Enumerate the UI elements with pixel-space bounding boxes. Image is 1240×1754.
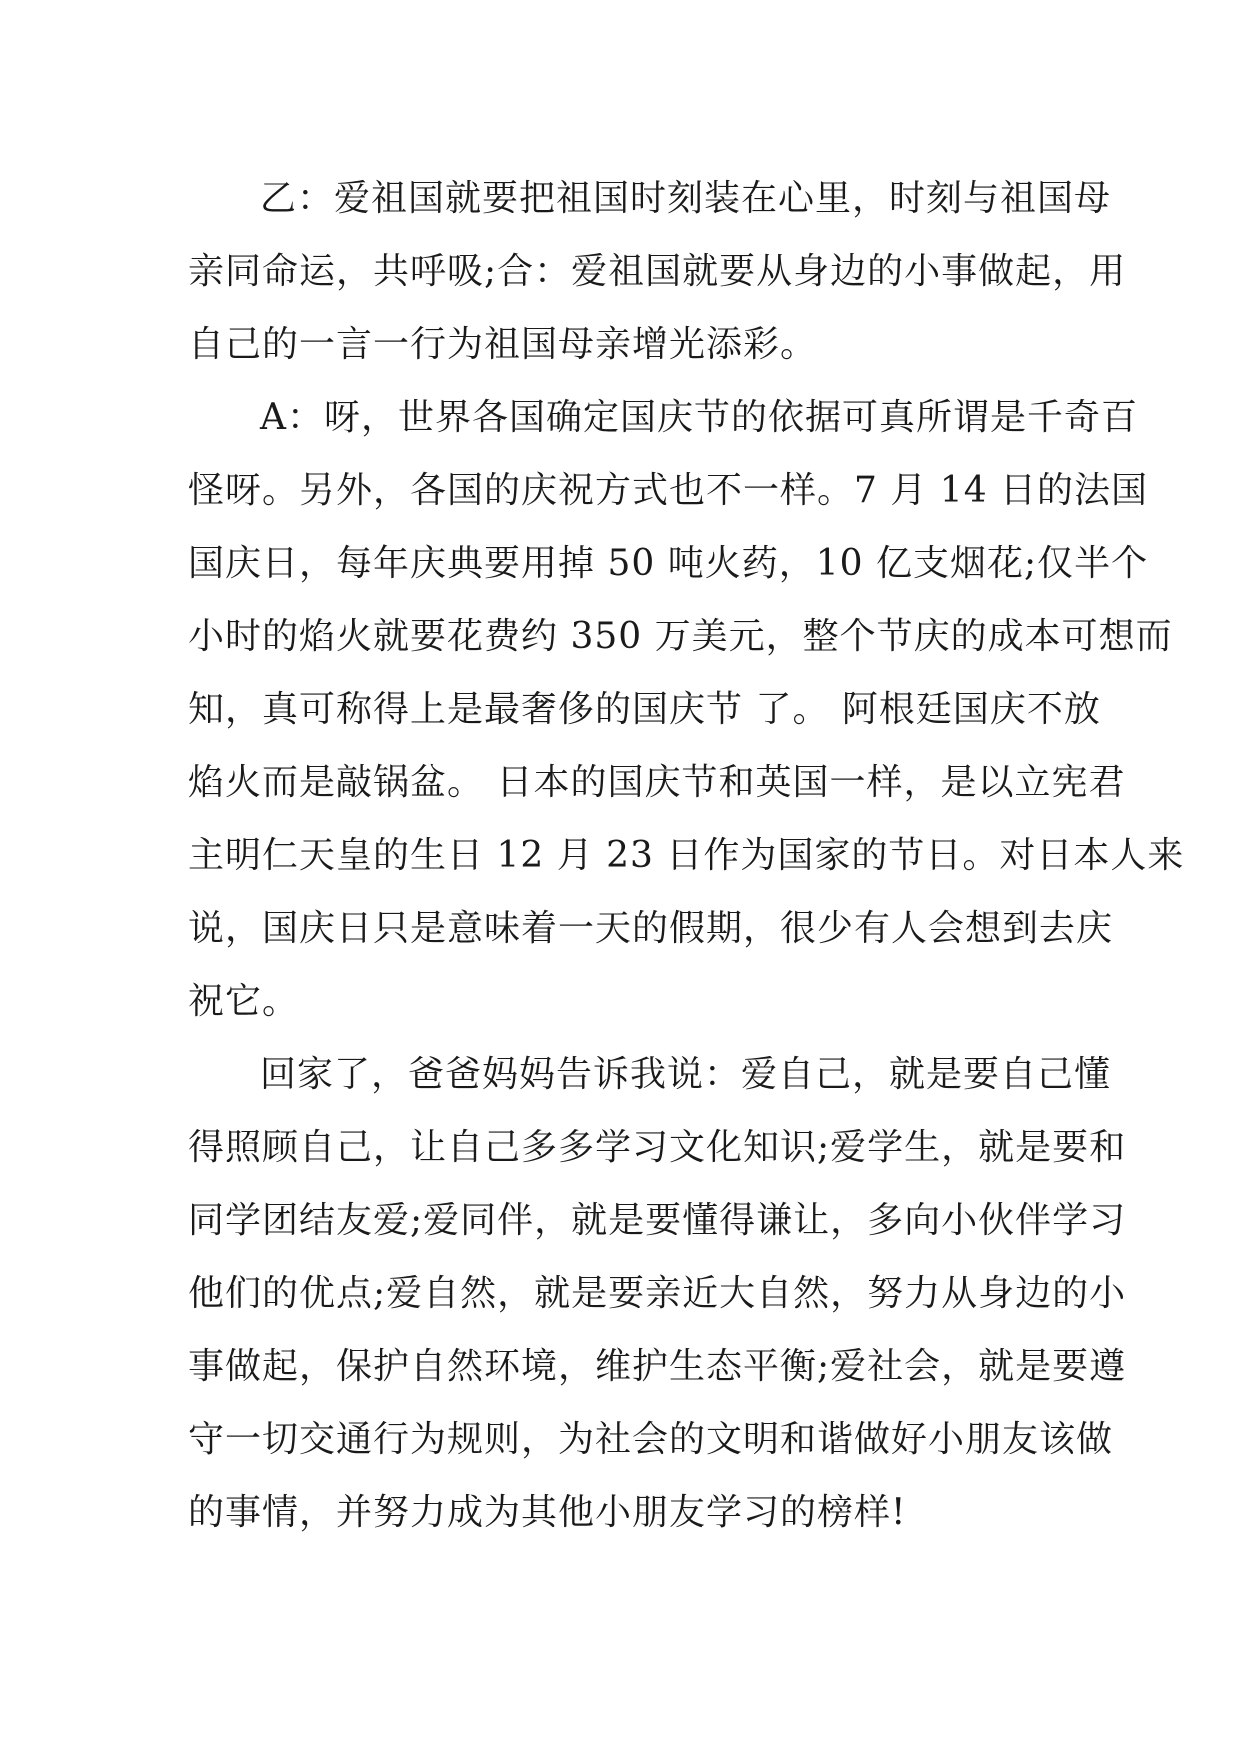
paragraph-2 xyxy=(188,381,1185,1038)
text-line: 主明仁天皇的生日 12 月 23 日作为国家的节日。对日本人来 xyxy=(188,835,1185,876)
text-line: 说，国庆日只是意味着一天的假期，很少有人会想到去庆 xyxy=(188,908,1114,949)
text-line: 祝它。 xyxy=(188,981,300,1022)
text-line: 的事情，并努力成为其他小朋友学习的榜样! xyxy=(188,1492,907,1533)
text-line: 同学团结友爱;爱同伴，就是要懂得谦让，多向小伙伴学习 xyxy=(188,1200,1127,1241)
text-line: A：呀，世界各国确定国庆节的依据可真所谓是千奇百 xyxy=(260,397,1138,438)
paragraph-1 xyxy=(188,162,1127,381)
text-line: 国庆日，每年庆典要用掉 50 吨火药，10 亿支烟花;仅半个 xyxy=(188,543,1149,584)
text-line: 他们的优点;爱自然，就是要亲近大自然，努力从身边的小 xyxy=(188,1273,1127,1314)
text-line: 回家了，爸爸妈妈告诉我说：爱自己，就是要自己懂 xyxy=(260,1054,1112,1095)
text-line: 事做起，保护自然环境，维护生态平衡;爱社会，就是要遵 xyxy=(188,1346,1127,1387)
text-line: 得照顾自己，让自己多多学习文化知识;爱学生，就是要和 xyxy=(188,1127,1127,1168)
text-line: 小时的焰火就要花费约 350 万美元，整个节庆的成本可想而 xyxy=(188,616,1173,657)
text-line: 自己的一言一行为祖国母亲增光添彩。 xyxy=(188,324,818,365)
document-body xyxy=(188,162,1185,1549)
text-line: 知，真可称得上是最奢侈的国庆节 了。 阿根廷国庆不放 xyxy=(188,689,1101,730)
text-line: 亲同命运，共呼吸;合：爱祖国就要从身边的小事做起，用 xyxy=(188,251,1127,292)
text-line: 守一切交通行为规则，为社会的文明和谐做好小朋友该做 xyxy=(188,1419,1114,1460)
paragraph-3 xyxy=(188,1038,1127,1549)
text-line: 乙：爱祖国就要把祖国时刻装在心里，时刻与祖国母 xyxy=(260,178,1112,219)
text-line: 焰火而是敲锅盆。 日本的国庆节和英国一样，是以立宪君 xyxy=(188,762,1126,803)
text-line: 怪呀。另外，各国的庆祝方式也不一样。7 月 14 日的法国 xyxy=(188,470,1149,511)
